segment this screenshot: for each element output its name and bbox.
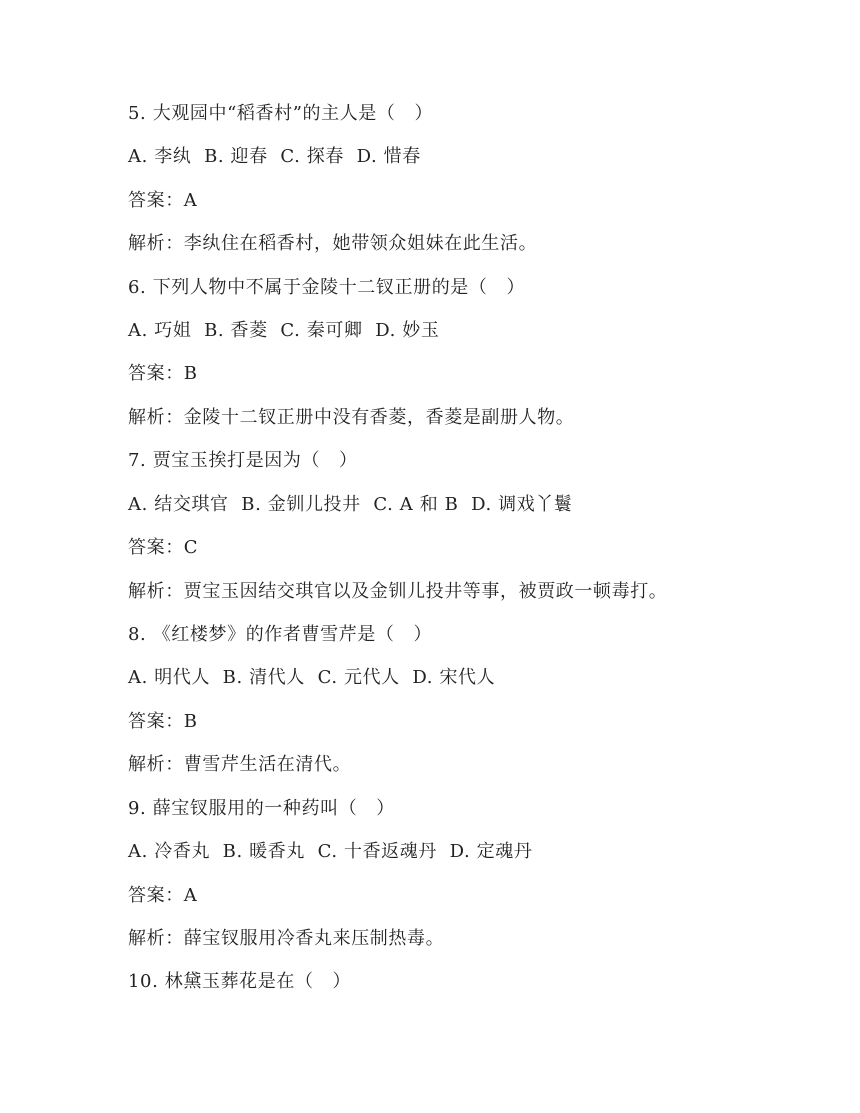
question-text: 10. 林黛玉葬花是在（ ） bbox=[128, 971, 352, 992]
analysis-line: 解析：李纨住在稻香村，她带领众姐妹在此生活。 bbox=[128, 233, 538, 254]
answer-line: 答案：B bbox=[128, 711, 198, 732]
analysis-line: 解析：贾宝玉因结交琪官以及金钏儿投井等事，被贾政一顿毒打。 bbox=[128, 581, 668, 602]
options-line: A. 巧姐 B. 香菱 C. 秦可卿 D. 妙玉 bbox=[128, 320, 440, 341]
question-text: 6. 下列人物中不属于金陵十二钗正册的是（ ） bbox=[128, 277, 526, 298]
answer-line: 答案：B bbox=[128, 363, 198, 384]
analysis-line: 解析：金陵十二钗正册中没有香菱，香菱是副册人物。 bbox=[128, 407, 575, 428]
options-line: A. 结交琪官 B. 金钏儿投井 C. A 和 B D. 调戏丫鬟 bbox=[128, 494, 573, 515]
options-line: A. 冷香丸 B. 暖香丸 C. 十香返魂丹 D. 定魂丹 bbox=[128, 841, 533, 862]
question-text: 5. 大观园中“稻香村”的主人是（ ） bbox=[128, 103, 434, 124]
answer-line: 答案：C bbox=[128, 537, 199, 558]
options-line: A. 明代人 B. 清代人 C. 元代人 D. 宋代人 bbox=[128, 667, 496, 688]
options-line: A. 李纨 B. 迎春 C. 探春 D. 惜春 bbox=[128, 146, 421, 167]
analysis-line: 解析：曹雪芹生活在清代。 bbox=[128, 754, 352, 775]
answer-line: 答案：A bbox=[128, 885, 198, 906]
answer-line: 答案：A bbox=[128, 190, 198, 211]
analysis-line: 解析：薛宝钗服用冷香丸来压制热毒。 bbox=[128, 928, 445, 949]
question-text: 7. 贾宝玉挨打是因为（ ） bbox=[128, 450, 358, 471]
question-text: 8. 《红楼梦》的作者曹雪芹是（ ） bbox=[128, 624, 433, 645]
question-text: 9. 薛宝钗服用的一种药叫（ ） bbox=[128, 798, 395, 819]
